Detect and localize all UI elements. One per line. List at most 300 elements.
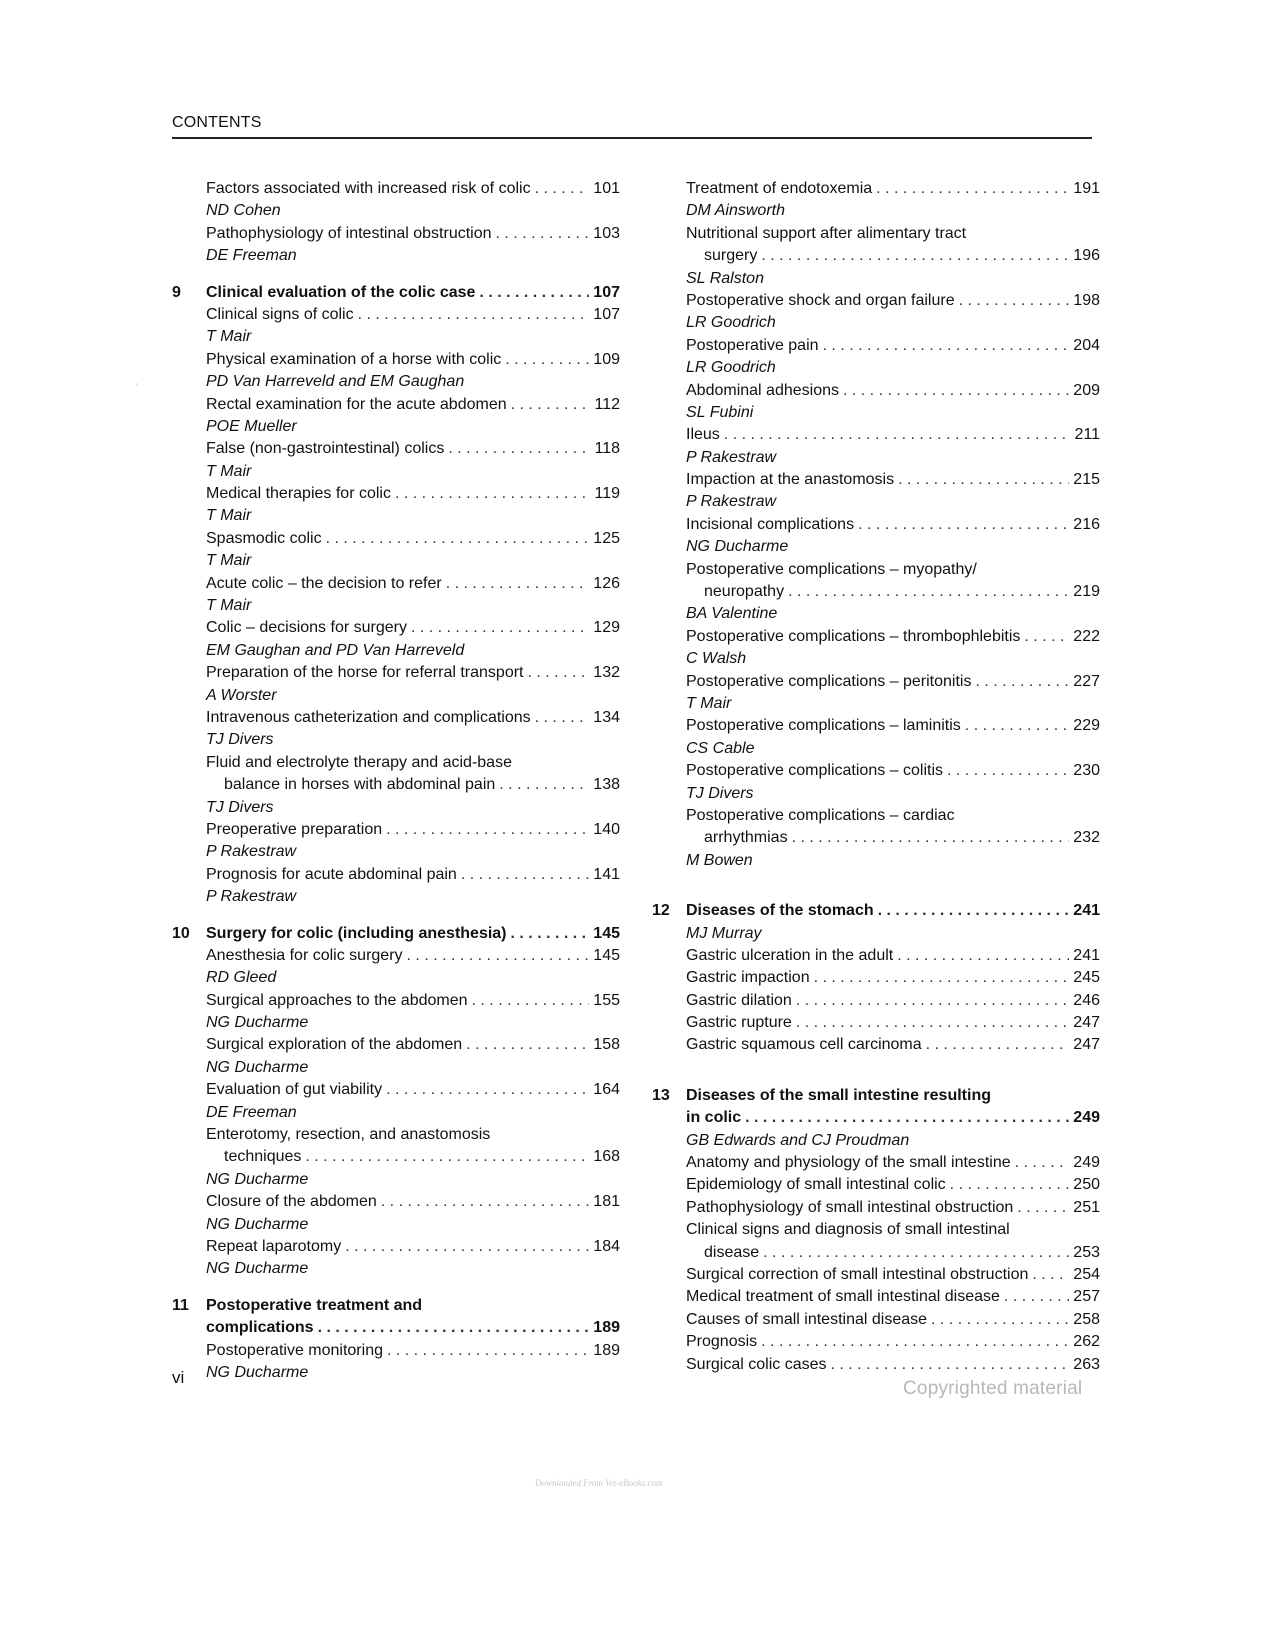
toc-line xyxy=(704,581,1100,603)
toc-title: Prognosis for acute abdominal pain xyxy=(206,865,457,883)
chapter-heading xyxy=(172,282,620,304)
toc-page-number: 249 xyxy=(1073,1109,1100,1127)
dot-leader xyxy=(831,1354,1070,1376)
section-gap xyxy=(172,268,620,282)
toc-entry xyxy=(172,1236,620,1258)
toc-line xyxy=(686,1331,1100,1353)
toc-title: Closure of the abdomen xyxy=(206,1193,377,1211)
toc-title: neuropathy xyxy=(704,583,785,601)
toc-entry xyxy=(652,559,1100,581)
toc-title: Intravenous catheterization and complications xyxy=(206,708,531,726)
toc-title: NG Ducharme xyxy=(686,538,789,556)
toc-entry xyxy=(172,1034,620,1056)
toc-author xyxy=(172,371,620,393)
toc-title: Acute colic – the decision to refer xyxy=(206,574,442,592)
page-header: CONTENTS xyxy=(172,114,262,131)
toc-line xyxy=(206,349,620,371)
toc-title: Postoperative complications – colitis xyxy=(686,762,944,780)
toc-author xyxy=(172,200,620,222)
toc-line xyxy=(686,469,1100,491)
dot-leader xyxy=(499,774,589,796)
toc-line xyxy=(686,1012,1100,1034)
toc-title: P Rakestraw xyxy=(206,843,297,861)
toc-line xyxy=(206,1079,620,1101)
toc-entry xyxy=(652,626,1100,648)
toc-page-number: 189 xyxy=(593,1341,620,1359)
chapter-number: 12 xyxy=(652,902,670,920)
toc-author xyxy=(172,1362,620,1384)
toc-page-number: 262 xyxy=(1073,1333,1100,1351)
toc-title: P Rakestraw xyxy=(206,888,297,906)
dot-leader xyxy=(761,245,1069,267)
toc-line xyxy=(686,290,1100,312)
toc-line xyxy=(206,990,620,1012)
toc-line xyxy=(206,483,620,505)
section-gap xyxy=(172,909,620,923)
toc-author xyxy=(172,1012,620,1034)
toc-page-number: 245 xyxy=(1073,969,1100,987)
toc-title: LR Goodrich xyxy=(686,314,776,332)
dot-leader xyxy=(446,573,590,595)
toc-title: Postoperative complications – thrombophlebitis xyxy=(686,627,1021,645)
dot-leader xyxy=(535,707,590,729)
toc-line xyxy=(686,1174,1100,1196)
toc-page-number: 222 xyxy=(1073,627,1100,645)
dot-leader xyxy=(528,662,590,684)
toc-page-number: 251 xyxy=(1073,1198,1100,1216)
toc-author xyxy=(652,268,1100,290)
toc-title: Postoperative monitoring xyxy=(206,1341,383,1359)
toc-line xyxy=(206,1340,620,1362)
dot-leader xyxy=(843,380,1069,402)
toc-title: complications xyxy=(206,1319,314,1337)
toc-line xyxy=(686,967,1100,989)
toc-title: LR Goodrich xyxy=(686,359,776,377)
toc-page-number: 107 xyxy=(593,305,620,323)
toc-title: Diseases of the stomach xyxy=(686,902,874,920)
toc-entry xyxy=(652,760,1100,782)
toc-page-number: 219 xyxy=(1073,583,1100,601)
toc-author xyxy=(172,326,620,348)
toc-author xyxy=(652,738,1100,760)
toc-entry xyxy=(172,864,620,886)
chapter-number: 13 xyxy=(652,1086,670,1104)
toc-entry xyxy=(652,1264,1100,1286)
toc-title: Evaluation of gut viability xyxy=(206,1081,383,1099)
toc-title: Gastric dilation xyxy=(686,991,792,1009)
page-number: vi xyxy=(172,1368,185,1387)
toc-page-number: 229 xyxy=(1073,717,1100,735)
toc-page-number: 241 xyxy=(1073,902,1100,920)
toc-page-number: 253 xyxy=(1073,1243,1100,1261)
toc-entry xyxy=(652,1354,1100,1376)
dot-leader xyxy=(1017,1197,1069,1219)
toc-page-number: 216 xyxy=(1073,515,1100,533)
toc-author xyxy=(652,536,1100,558)
toc-line xyxy=(686,760,1100,782)
toc-entry xyxy=(172,819,620,841)
toc-line xyxy=(206,394,620,416)
chapter-heading xyxy=(172,1295,620,1317)
toc-page-number: 250 xyxy=(1073,1176,1100,1194)
toc-entry xyxy=(172,438,620,460)
dot-leader xyxy=(318,1317,590,1339)
toc-title: EM Gaughan and PD Van Harreveld xyxy=(206,641,465,659)
toc-page-number: 211 xyxy=(1074,426,1100,444)
toc-page-number: 209 xyxy=(1073,381,1100,399)
toc-page-number: 164 xyxy=(593,1081,620,1099)
toc-page-number: 247 xyxy=(1073,1036,1100,1054)
toc-title: T Mair xyxy=(206,328,252,346)
toc-page-number: 145 xyxy=(593,946,620,964)
toc-line xyxy=(686,945,1100,967)
section-gap xyxy=(172,1281,620,1295)
dot-leader xyxy=(1004,1286,1069,1308)
toc-title: Postoperative pain xyxy=(686,336,819,354)
toc-entry xyxy=(652,469,1100,491)
toc-page-number: 109 xyxy=(593,350,620,368)
toc-author xyxy=(172,1057,620,1079)
dot-leader xyxy=(1015,1152,1070,1174)
toc-line xyxy=(206,438,620,460)
copyright-watermark: Copyrighted material xyxy=(903,1378,1083,1399)
toc-page-number: 140 xyxy=(593,820,620,838)
toc-line xyxy=(206,1034,620,1056)
toc-title: Pathophysiology of small intestinal obstruction xyxy=(686,1198,1014,1216)
toc-author xyxy=(172,685,620,707)
toc-title: Postoperative complications – laminitis xyxy=(686,717,961,735)
toc-title: Factors associated with increased risk of colic xyxy=(206,180,531,197)
toc-title: SL Fubini xyxy=(686,403,754,421)
toc-page-number: 257 xyxy=(1073,1288,1100,1306)
dot-leader xyxy=(947,760,1069,782)
dot-leader xyxy=(763,1242,1069,1264)
download-watermark: Downloaded From Vet-eBooks.com xyxy=(535,1478,663,1488)
toc-entry xyxy=(172,1079,620,1101)
toc-page-number: 112 xyxy=(594,395,620,413)
toc-line xyxy=(206,282,620,304)
toc-page-number: 107 xyxy=(593,283,620,301)
toc-title: Surgery for colic (including anesthesia) xyxy=(206,924,507,942)
toc-page-number: 189 xyxy=(593,1319,620,1337)
toc-title: POE Mueller xyxy=(206,417,297,435)
toc-title: Ileus xyxy=(686,426,720,444)
toc-line xyxy=(686,1152,1100,1174)
toc-title: T Mair xyxy=(206,552,252,570)
toc-title: Preparation of the horse for referral transport xyxy=(206,664,524,682)
dot-leader xyxy=(745,1107,1069,1129)
toc-entry xyxy=(652,1174,1100,1196)
toc-author xyxy=(652,491,1100,513)
margin-mark: ‘ xyxy=(136,382,139,393)
toc-page-number: 181 xyxy=(593,1193,620,1211)
toc-page-number: 198 xyxy=(1073,291,1100,309)
toc-title: Postoperative complications – cardiac xyxy=(686,806,955,824)
toc-author xyxy=(652,783,1100,805)
toc-title: Treatment of endotoxemia xyxy=(686,180,873,197)
toc-right-column xyxy=(652,178,1100,1376)
toc-title: DE Freeman xyxy=(206,1103,297,1121)
toc-line xyxy=(686,1034,1100,1056)
toc-line xyxy=(206,707,620,729)
toc-entry xyxy=(652,967,1100,989)
dot-leader xyxy=(386,1079,589,1101)
toc-author xyxy=(652,603,1100,625)
dot-leader xyxy=(876,178,1069,200)
toc-title: T Mair xyxy=(206,507,252,525)
toc-page-number: 101 xyxy=(593,180,620,197)
dot-leader xyxy=(479,282,589,304)
toc-page-number: 168 xyxy=(593,1148,620,1166)
toc-entry xyxy=(172,752,620,774)
toc-line xyxy=(686,715,1100,737)
toc-title: TJ Divers xyxy=(686,784,754,802)
toc-title: Anatomy and physiology of the small intestine xyxy=(686,1154,1011,1172)
dot-leader xyxy=(788,581,1069,603)
toc-title: Clinical evaluation of the colic case xyxy=(206,283,476,301)
toc-entry xyxy=(652,223,1100,245)
chapter-number: 9 xyxy=(172,283,181,301)
toc-entry xyxy=(172,1191,620,1213)
toc-title: T Mair xyxy=(206,462,252,480)
dot-leader xyxy=(461,864,589,886)
dot-leader xyxy=(448,438,590,460)
toc-title: Medical treatment of small intestinal disease xyxy=(686,1288,1000,1306)
toc-entry xyxy=(172,304,620,326)
toc-author xyxy=(172,416,620,438)
toc-line xyxy=(704,245,1100,267)
toc-entry xyxy=(652,514,1100,536)
toc-line xyxy=(206,864,620,886)
toc-line xyxy=(686,1264,1100,1286)
toc-line xyxy=(206,662,620,684)
toc-title: NG Ducharme xyxy=(206,1363,309,1381)
toc-author xyxy=(172,245,620,267)
toc-title: Diseases of the small intestine resulting xyxy=(686,1086,991,1104)
toc-line xyxy=(224,1146,620,1168)
toc-title: Anesthesia for colic surgery xyxy=(206,946,403,964)
chapter-heading xyxy=(652,900,1100,922)
toc-entry xyxy=(172,707,620,729)
toc-author xyxy=(652,312,1100,334)
toc-title: Surgical exploration of the abdomen xyxy=(206,1036,463,1054)
toc-title: P Rakestraw xyxy=(686,448,777,466)
toc-author xyxy=(172,841,620,863)
toc-title: disease xyxy=(704,1243,760,1261)
toc-title: DM Ainsworth xyxy=(686,202,785,220)
toc-title: A Worster xyxy=(206,686,277,704)
toc-page-number: 118 xyxy=(594,440,620,458)
toc-title: arrhythmias xyxy=(704,829,788,847)
dot-leader xyxy=(878,900,1070,922)
toc-page-number: 258 xyxy=(1073,1310,1100,1328)
toc-title: NG Ducharme xyxy=(206,1260,309,1278)
toc-line xyxy=(224,774,620,796)
dot-leader xyxy=(395,483,591,505)
toc-entry xyxy=(652,335,1100,357)
toc-title: T Mair xyxy=(686,694,732,712)
toc-entry xyxy=(652,1331,1100,1353)
dot-leader xyxy=(466,1034,589,1056)
toc-entry xyxy=(652,178,1100,200)
toc-title: NG Ducharme xyxy=(206,1170,309,1188)
toc-entry xyxy=(652,1242,1100,1264)
toc-entry xyxy=(652,805,1100,827)
toc-entry xyxy=(652,1034,1100,1056)
dot-leader xyxy=(386,819,589,841)
dot-leader xyxy=(792,827,1070,849)
toc-title: Repeat laparotomy xyxy=(206,1237,342,1255)
toc-author xyxy=(172,1169,620,1191)
dot-leader xyxy=(858,514,1069,536)
toc-line xyxy=(686,514,1100,536)
dot-leader xyxy=(326,528,590,550)
toc-line xyxy=(206,223,620,245)
toc-line xyxy=(686,380,1100,402)
toc-entry xyxy=(172,223,620,245)
chapter-number: 11 xyxy=(172,1296,189,1314)
toc-author xyxy=(172,967,620,989)
toc-line xyxy=(686,1107,1100,1129)
toc-page-number: 145 xyxy=(593,924,620,942)
toc-page-number: 263 xyxy=(1073,1355,1100,1373)
chapter-number: 10 xyxy=(172,924,190,942)
toc-entry xyxy=(172,774,620,796)
header-rule xyxy=(172,137,1092,139)
toc-page-number: 196 xyxy=(1073,247,1100,265)
toc-entry xyxy=(172,528,620,550)
toc-entry xyxy=(652,245,1100,267)
toc-author xyxy=(652,923,1100,945)
toc-title: in colic xyxy=(686,1109,742,1127)
toc-page-number: 254 xyxy=(1073,1265,1100,1283)
toc-title: Nutritional support after alimentary tract xyxy=(686,224,967,242)
toc-title: Epidemiology of small intestinal colic xyxy=(686,1176,946,1194)
dot-leader xyxy=(724,424,1071,446)
dot-leader xyxy=(898,469,1069,491)
toc-title: BA Valentine xyxy=(686,605,778,623)
dot-leader xyxy=(950,1174,1070,1196)
dot-leader xyxy=(761,1331,1069,1353)
dot-leader xyxy=(796,990,1069,1012)
dot-leader xyxy=(358,304,590,326)
toc-page-number: 126 xyxy=(593,574,620,592)
toc-line xyxy=(686,671,1100,693)
toc-entry xyxy=(652,1152,1100,1174)
toc-title: NG Ducharme xyxy=(206,1215,309,1233)
toc-page-number: 155 xyxy=(593,991,620,1009)
toc-title: SL Ralston xyxy=(686,269,764,287)
toc-line xyxy=(704,827,1100,849)
toc-line xyxy=(686,1286,1100,1308)
toc-title: Impaction at the anastomosis xyxy=(686,471,895,489)
toc-author xyxy=(652,357,1100,379)
toc-page-number: 141 xyxy=(593,865,620,883)
toc-title: balance in horses with abdominal pain xyxy=(224,776,496,794)
toc-line xyxy=(206,304,620,326)
toc-entry xyxy=(652,1012,1100,1034)
toc-author xyxy=(652,850,1100,872)
dot-leader xyxy=(305,1146,589,1168)
toc-entry xyxy=(652,945,1100,967)
toc-page-number: 138 xyxy=(593,776,620,794)
toc-page-number: 204 xyxy=(1073,336,1100,354)
dot-leader xyxy=(796,1012,1069,1034)
section-gap xyxy=(652,1057,1100,1071)
toc-page-number: 158 xyxy=(593,1036,620,1054)
toc-page-number: 184 xyxy=(593,1237,620,1255)
chapter-heading xyxy=(172,1317,620,1339)
toc-title: Prognosis xyxy=(686,1333,758,1351)
toc-entry xyxy=(652,671,1100,693)
toc-line xyxy=(704,1242,1100,1264)
section-gap xyxy=(652,872,1100,886)
dot-leader xyxy=(926,1034,1070,1056)
toc-page-number: 246 xyxy=(1073,991,1100,1009)
toc-author xyxy=(652,1130,1100,1152)
toc-entry xyxy=(172,1146,620,1168)
toc-page-number: 103 xyxy=(593,224,620,242)
toc-page-number: 232 xyxy=(1073,829,1100,847)
toc-author xyxy=(652,402,1100,424)
toc-title: Gastric rupture xyxy=(686,1014,792,1032)
toc-line xyxy=(206,1191,620,1213)
dot-leader xyxy=(381,1191,590,1213)
toc-entry xyxy=(172,394,620,416)
toc-entry xyxy=(652,1219,1100,1241)
toc-title: NG Ducharme xyxy=(206,1058,309,1076)
toc-entry xyxy=(172,1340,620,1362)
chapter-heading xyxy=(652,1107,1100,1129)
toc-title: Gastric impaction xyxy=(686,969,810,987)
toc-line xyxy=(686,1309,1100,1331)
dot-leader xyxy=(897,945,1069,967)
toc-line xyxy=(206,178,620,200)
toc-line xyxy=(206,617,620,639)
dot-leader xyxy=(511,923,590,945)
toc-entry xyxy=(652,380,1100,402)
toc-page-number: 241 xyxy=(1073,946,1100,964)
toc-entry xyxy=(172,349,620,371)
toc-title: PD Van Harreveld and EM Gaughan xyxy=(206,373,465,391)
toc-title: Postoperative shock and organ failure xyxy=(686,291,955,309)
toc-line xyxy=(206,945,620,967)
toc-left-column xyxy=(172,178,620,1384)
toc-line xyxy=(686,626,1100,648)
toc-author xyxy=(172,461,620,483)
dot-leader xyxy=(959,290,1070,312)
chapter-heading xyxy=(652,1085,1100,1107)
toc-title: M Bowen xyxy=(686,851,753,869)
dot-leader xyxy=(505,349,589,371)
toc-title: Incisional complications xyxy=(686,515,855,533)
dot-leader xyxy=(814,967,1070,989)
toc-page-number: 129 xyxy=(593,619,620,637)
toc-title: surgery xyxy=(704,247,758,265)
toc-title: Fluid and electrolyte therapy and acid-base xyxy=(206,753,512,771)
toc-page-number: 119 xyxy=(594,485,620,503)
toc-entry xyxy=(172,483,620,505)
toc-title: Postoperative complications – peritonitis xyxy=(686,672,972,690)
toc-line xyxy=(686,335,1100,357)
section-gap xyxy=(652,886,1100,900)
section-gap xyxy=(652,1071,1100,1085)
toc-title: NG Ducharme xyxy=(206,1014,309,1032)
toc-entry xyxy=(652,990,1100,1012)
toc-title: P Rakestraw xyxy=(686,493,777,511)
toc-line xyxy=(686,178,1100,200)
dot-leader xyxy=(1032,1264,1069,1286)
